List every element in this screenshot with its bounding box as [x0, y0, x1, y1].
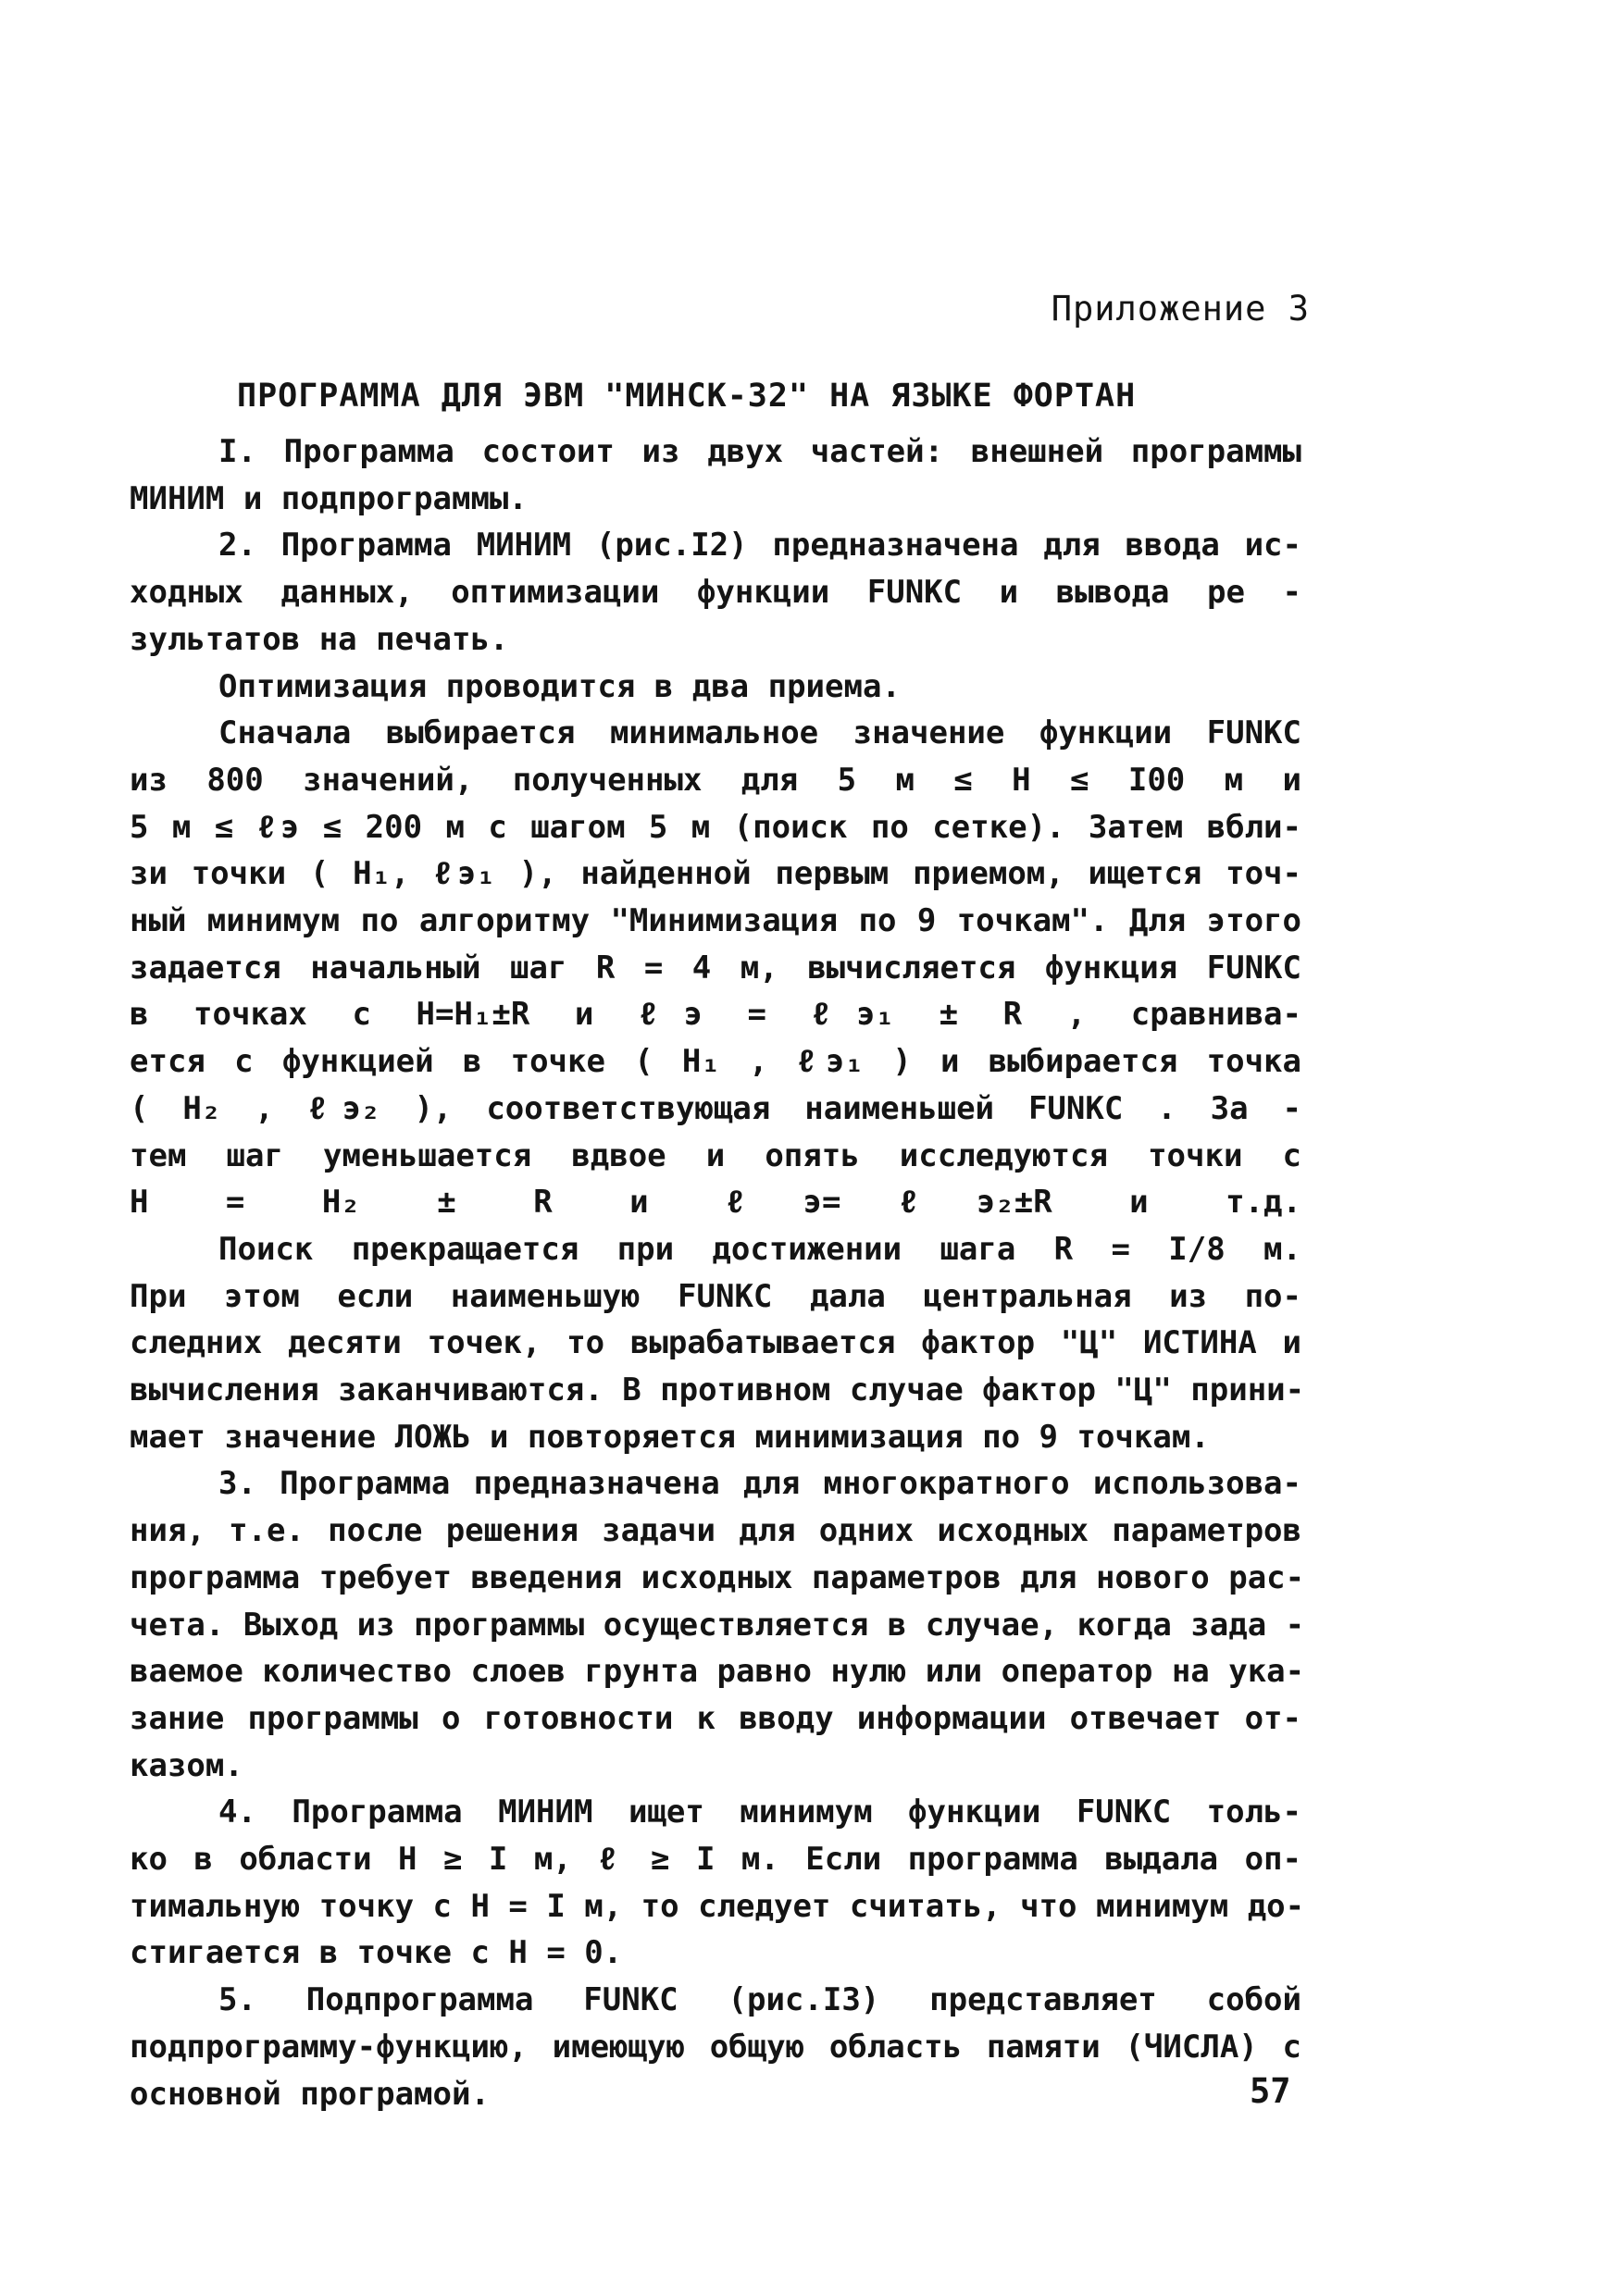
- text-line: тимальную точку с Н = I м, то следует считать, что минимум до-: [130, 1887, 1305, 1925]
- text-line: в точках с Н=Н₁±R и ℓэ = ℓэ₁ ± R , сравнива-: [130, 996, 1301, 1034]
- page-title: ПРОГРАММА ДЛЯ ЭВМ "МИНСК-32" НА ЯЗЫКЕ ФОРТАН: [237, 378, 1137, 415]
- text-line: I. Программа состоит из двух частей: внешней программы: [218, 433, 1301, 470]
- text-line: ния, т.е. после решения задачи для одних исходных параметров: [130, 1512, 1301, 1550]
- text-line: вычисления заканчиваются. В противном случае фактор "Ц" прини-: [130, 1371, 1305, 1409]
- text-line: ваемое количество слоев грунта равно нулю или оператор на ука-: [130, 1653, 1305, 1691]
- text-line: ется с функцией в точке ( Н₁ , ℓэ₁ ) и выбирается точка: [130, 1043, 1301, 1081]
- text-line: 4. Программа МИНИМ ищет минимум функции FUNKC толь-: [218, 1793, 1301, 1831]
- text-line: подпрограмму-функцию, имеющую общую область памяти (ЧИСЛА) с: [130, 2028, 1301, 2066]
- text-line: ко в области Н ≥ I м, ℓ ≥ I м. Если программа выдала оп-: [130, 1841, 1301, 1878]
- text-line: Оптимизация проводится в два приема.: [218, 667, 901, 705]
- text-line: 5 м ≤ ℓэ ≤ 200 м с шагом 5 м (поиск по сетке). Затем вбли-: [130, 808, 1301, 846]
- text-line: из 800 значений, полученных для 5 м ≤ Н ≤ I00 м и: [130, 761, 1301, 799]
- text-line: Сначала выбирается минимальное значение функции FUNKC: [218, 714, 1301, 752]
- text-line: При этом если наименьшую FUNKC дала центральная из по-: [130, 1277, 1301, 1315]
- text-line: 2. Программа МИНИМ (рис.I2) предназначена для ввода ис-: [218, 527, 1301, 565]
- text-line: зи точки ( Н₁, ℓэ₁ ), найденной первым приемом, ищется точ-: [130, 855, 1301, 893]
- text-line: Поиск прекращается при достижении шага R = I/8 м.: [218, 1230, 1301, 1268]
- page-number: 57: [1250, 2071, 1291, 2111]
- text-line: программа требует введения исходных параметров для нового рас-: [130, 1558, 1305, 1596]
- text-line: казом.: [130, 1746, 243, 1784]
- text-line: зультатов на печать.: [130, 620, 509, 658]
- text-line: зание программы о готовности к вводу информации отвечает от-: [130, 1699, 1301, 1737]
- text-line: ный минимум по алгоритму "Минимизация по 9 точкам". Для этого: [130, 902, 1301, 939]
- text-line: ходных данных, оптимизации функции FUNKC и вывода ре -: [130, 574, 1301, 612]
- text-line: МИНИМ и подпрограммы.: [130, 479, 528, 517]
- text-line: основной програмой.: [130, 2075, 490, 2113]
- text-line: 3. Программа предназначена для многократного использова-: [218, 1465, 1301, 1503]
- text-line: ( Н₂ , ℓэ₂ ), соответствующая наименьшей FUNKC . За -: [130, 1089, 1301, 1127]
- text-line: Н = Н₂ ± R и ℓэ=ℓэ₂±R и т.д.: [130, 1184, 1301, 1222]
- appendix-label: Приложение 3: [1051, 289, 1310, 329]
- text-line: мает значение ЛОЖЬ и повторяется минимизация по 9 точкам.: [130, 1418, 1210, 1456]
- text-line: следних десяти точек, то вырабатывается фактор "Ц" ИСТИНА и: [130, 1324, 1301, 1362]
- text-line: 5. Подпрограмма FUNKC (рис.I3) представляет собой: [218, 1981, 1301, 2019]
- text-line: тем шаг уменьшается вдвое и опять исследуются точки с: [130, 1136, 1301, 1174]
- text-line: чета. Выход из программы осуществляется в случае, когда зада -: [130, 1606, 1305, 1644]
- text-line: стигается в точке с Н = 0.: [130, 1934, 623, 1972]
- text-line: задается начальный шаг R = 4 м, вычисляется функция FUNKC: [130, 949, 1301, 987]
